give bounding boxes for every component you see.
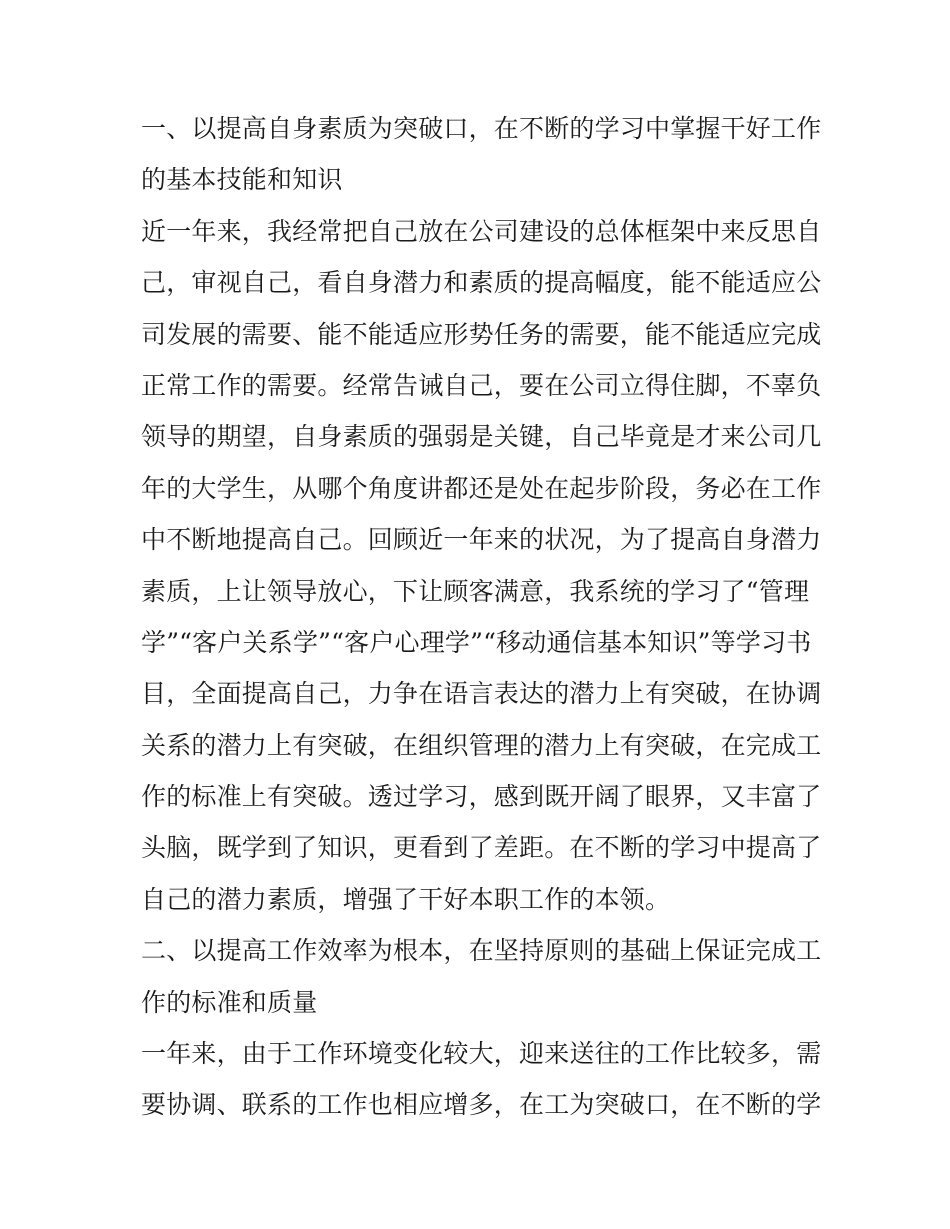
paragraph-line: 己，审视自己，看自身潜力和素质的提高幅度，能不能适应公 [141, 268, 822, 298]
paragraph-line: 自己的潜力素质，增强了干好本职工作的本领。 [141, 884, 671, 914]
paragraph-line: 年的大学生，从哪个角度讲都还是处在起步阶段，务必在工作 [141, 473, 822, 503]
paragraph-line: 司发展的需要、能不能适应形势任务的需要，能不能适应完成 [141, 319, 822, 349]
section-heading-1-continued: 的基本技能和知识 [141, 165, 343, 195]
paragraph-line: 素质，上让领导放心，下让顾客满意，我系统的学习了“管理 [141, 576, 810, 606]
paragraph-line: 一年来，由于工作环境变化较大，迎来送往的工作比较多，需 [141, 1039, 822, 1069]
paragraph-line: 目，全面提高自己，力争在语言表达的潜力上有突破，在协调 [141, 679, 822, 709]
section-heading-2: 二、以提高工作效率为根本，在坚持原则的基础上保证完成工 [141, 936, 822, 966]
paragraph-line: 要协调、联系的工作也相应增多，在工为突破口，在不断的学 [141, 1090, 822, 1120]
paragraph-line: 领导的期望，自身素质的强弱是关键，自己毕竟是才来公司几 [141, 422, 822, 452]
paragraph-line: 中不断地提高自己。回顾近一年来的状况，为了提高自身潜力 [141, 525, 822, 555]
paragraph-line: 学”“客户关系学”“客户心理学”“移动通信基本知识”等学习书 [141, 627, 812, 657]
paragraph-line: 关系的潜力上有突破，在组织管理的潜力上有突破，在完成工 [141, 730, 822, 760]
paragraph-line: 近一年来，我经常把自己放在公司建设的总体框架中来反思自 [141, 216, 822, 246]
paragraph-line: 作的标准上有突破。透过学习，感到既开阔了眼界，又丰富了 [141, 782, 822, 812]
section-heading-1: 一、以提高自身素质为突破口，在不断的学习中掌握干好工作 [141, 114, 822, 143]
document-body [141, 103, 822, 1131]
paragraph-line: 正常工作的需要。经常告诫自己，要在公司立得住脚，不辜负 [141, 370, 822, 400]
paragraph-line: 头脑，既学到了知识，更看到了差距。在不断的学习中提高了 [141, 833, 822, 863]
section-heading-2-continued: 作的标准和质量 [141, 987, 318, 1017]
